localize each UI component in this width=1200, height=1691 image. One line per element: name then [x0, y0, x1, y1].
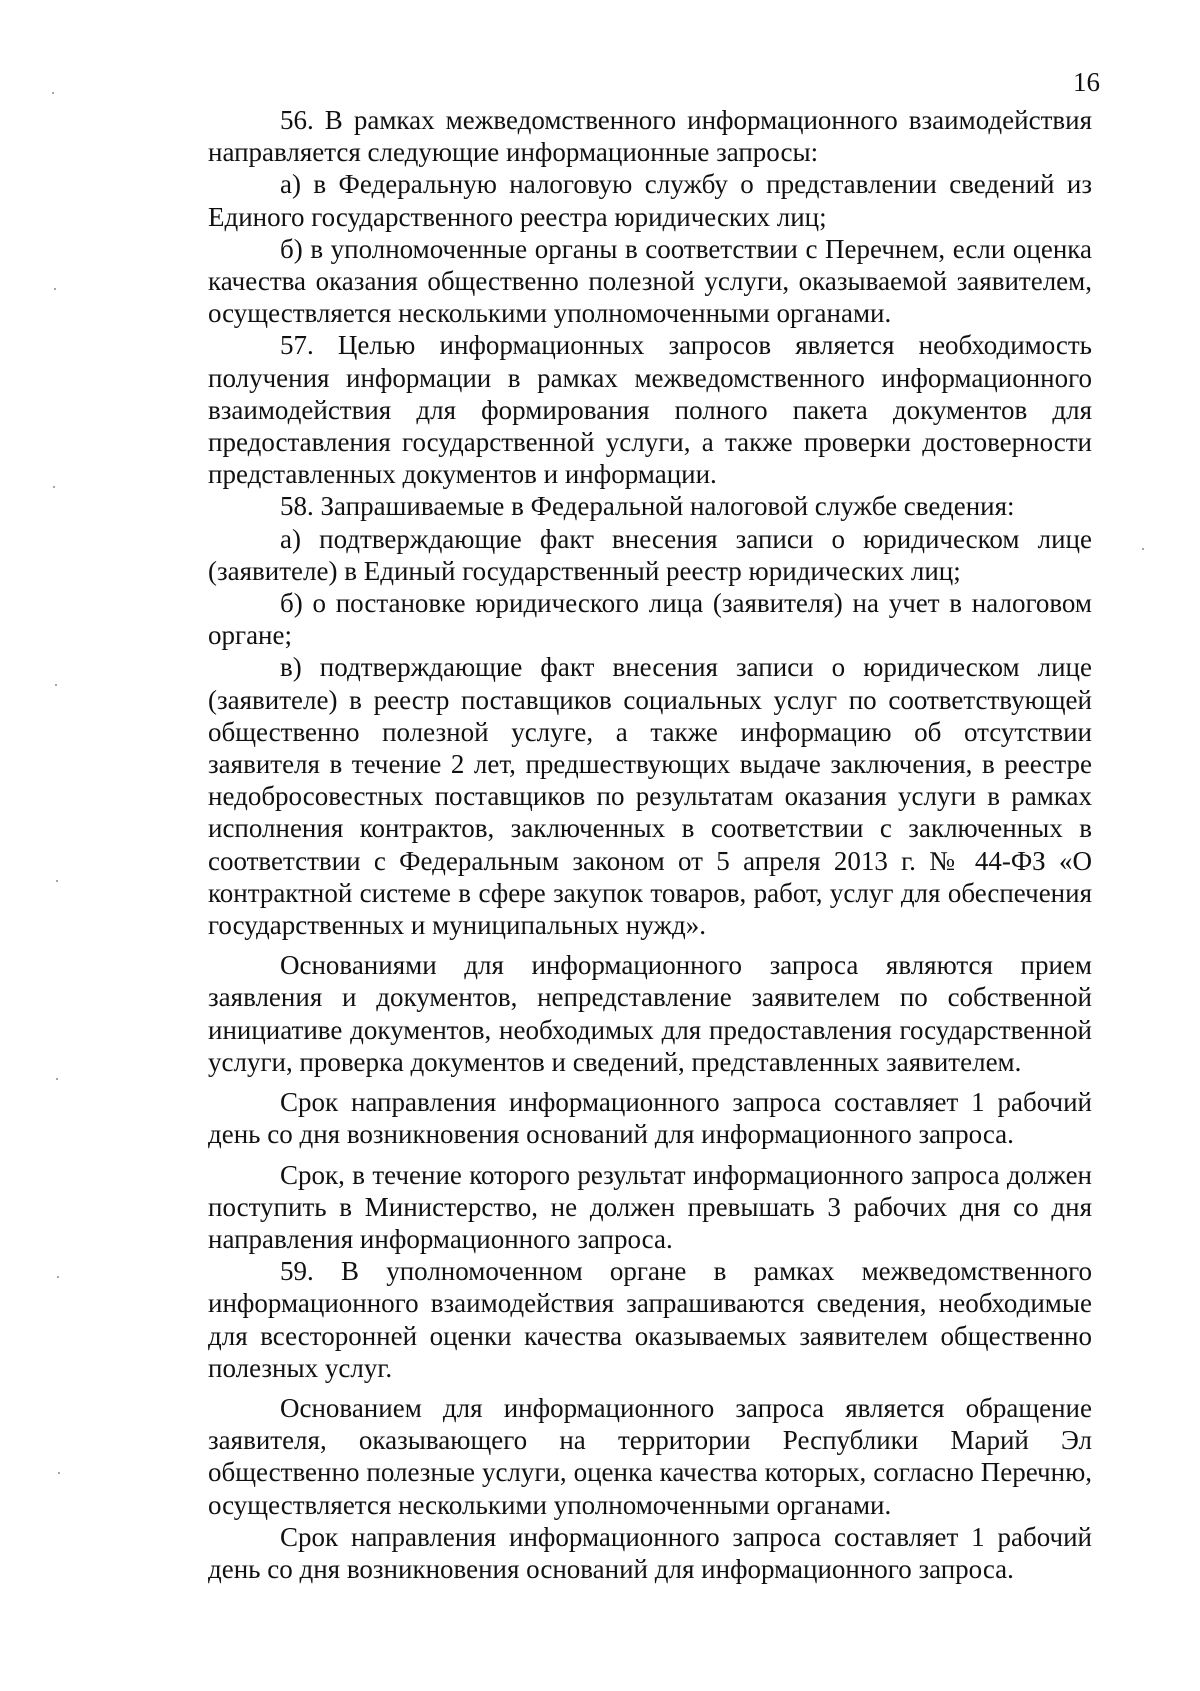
paragraph-gap	[208, 1078, 1092, 1086]
paragraph-56: 56. В рамках межведомственного информационного взаимодействия направляется следующие информационные запросы:	[208, 105, 1092, 168]
document-body	[208, 104, 1092, 1585]
paragraph-gap	[208, 941, 1092, 949]
scan-artifact	[56, 880, 58, 882]
scan-artifact	[56, 1078, 58, 1080]
paragraph-result-term: Срок, в течение которого результат информационного запроса должен поступить в Министерство, не должен превышать 3 рабочих дня со дня направления информационного запроса.	[208, 1159, 1092, 1254]
paragraph-56-a: а) в Федеральную налоговую службу о представлении сведений из Единого государственного реестра юридических лиц;	[208, 169, 1092, 232]
scan-artifact	[58, 1472, 60, 1474]
paragraph-grounds: Основаниями для информационного запроса являются прием заявления и документов, непредставление заявителем по собственной инициативе документов, необходимых для предоставления государственной услуги, проверка документов и сведений, представленных заявителем.	[208, 950, 1092, 1077]
scan-artifact	[53, 486, 55, 488]
paragraph-58: 58. Запрашиваемые в Федеральной налоговой службе сведения:	[280, 491, 1015, 522]
scan-artifact	[57, 1276, 59, 1278]
paragraph-58-b: б) о постановке юридического лица (заявителя) на учет в налоговом органе;	[208, 588, 1092, 651]
scan-artifact	[52, 92, 54, 94]
paragraph-request-term-59: Срок направления информационного запроса составляет 1 рабочий день со дня возникновения оснований для информационного запроса.	[208, 1521, 1092, 1584]
paragraph-request-term: Срок направления информационного запроса составляет 1 рабочий день со дня возникновения оснований для информационного запроса.	[208, 1087, 1092, 1150]
paragraph-57: 57. Целью информационных запросов является необходимость получения информации в рамках межведомственного информационного взаимодействия для формирования полного пакета документов для предоставления государственной услуги, а также проверки достоверности представленных документов и информации.	[208, 330, 1092, 490]
scan-artifact	[1142, 548, 1144, 550]
page-number: 16	[1073, 67, 1100, 97]
paragraph-56-b: б) в уполномоченные органы в соответствии с Перечнем, если оценка качества оказания общественно полезной услуги, оказываемой заявителем, осуществляется несколькими уполномоченными органами.	[208, 233, 1092, 329]
paragraph-grounds-59: Основанием для информационного запроса является обращение заявителя, оказывающего на территории Республики Марий Эл общественно полезные услуги, оценка качества которых, согласно Перечню, осуществляется несколькими уполномоченными органами.	[208, 1392, 1092, 1520]
paragraph-58-v: в) подтверждающие факт внесения записи о юридическом лице (заявителе) в реестр поставщиков социальных услуг по соответствующей общественно полезной услуге, а также информацию об отсутствии заявителя в течение 2 лет, предшествующих выдаче заключения, в реестре недобросовестных поставщиков по результатам оказания услуги в рамках исполнения контрактов, заключенных в соответствии с заключенных в соответствии с Федеральным законом от 5 апреля 2013 г. № 44-ФЗ «О контрактной системе в сфере закупок товаров, работ, услуг для обеспечения государственных и муниципальных нужд».	[208, 652, 1092, 941]
paragraph-gap	[208, 1384, 1092, 1392]
scan-artifact	[54, 288, 56, 290]
paragraph-gap	[208, 1151, 1092, 1159]
paragraph-59: 59. В уполномоченном органе в рамках межведомственного информационного взаимодействия запрашиваются сведения, необходимые для всесторонней оценки качества оказываемых заявителем общественно полезных услуг.	[208, 1256, 1092, 1383]
scan-artifact	[55, 684, 57, 686]
paragraph-58-a: а) подтверждающие факт внесения записи о юридическом лице (заявителе) в Единый государственный реестр юридических лиц;	[208, 523, 1092, 586]
